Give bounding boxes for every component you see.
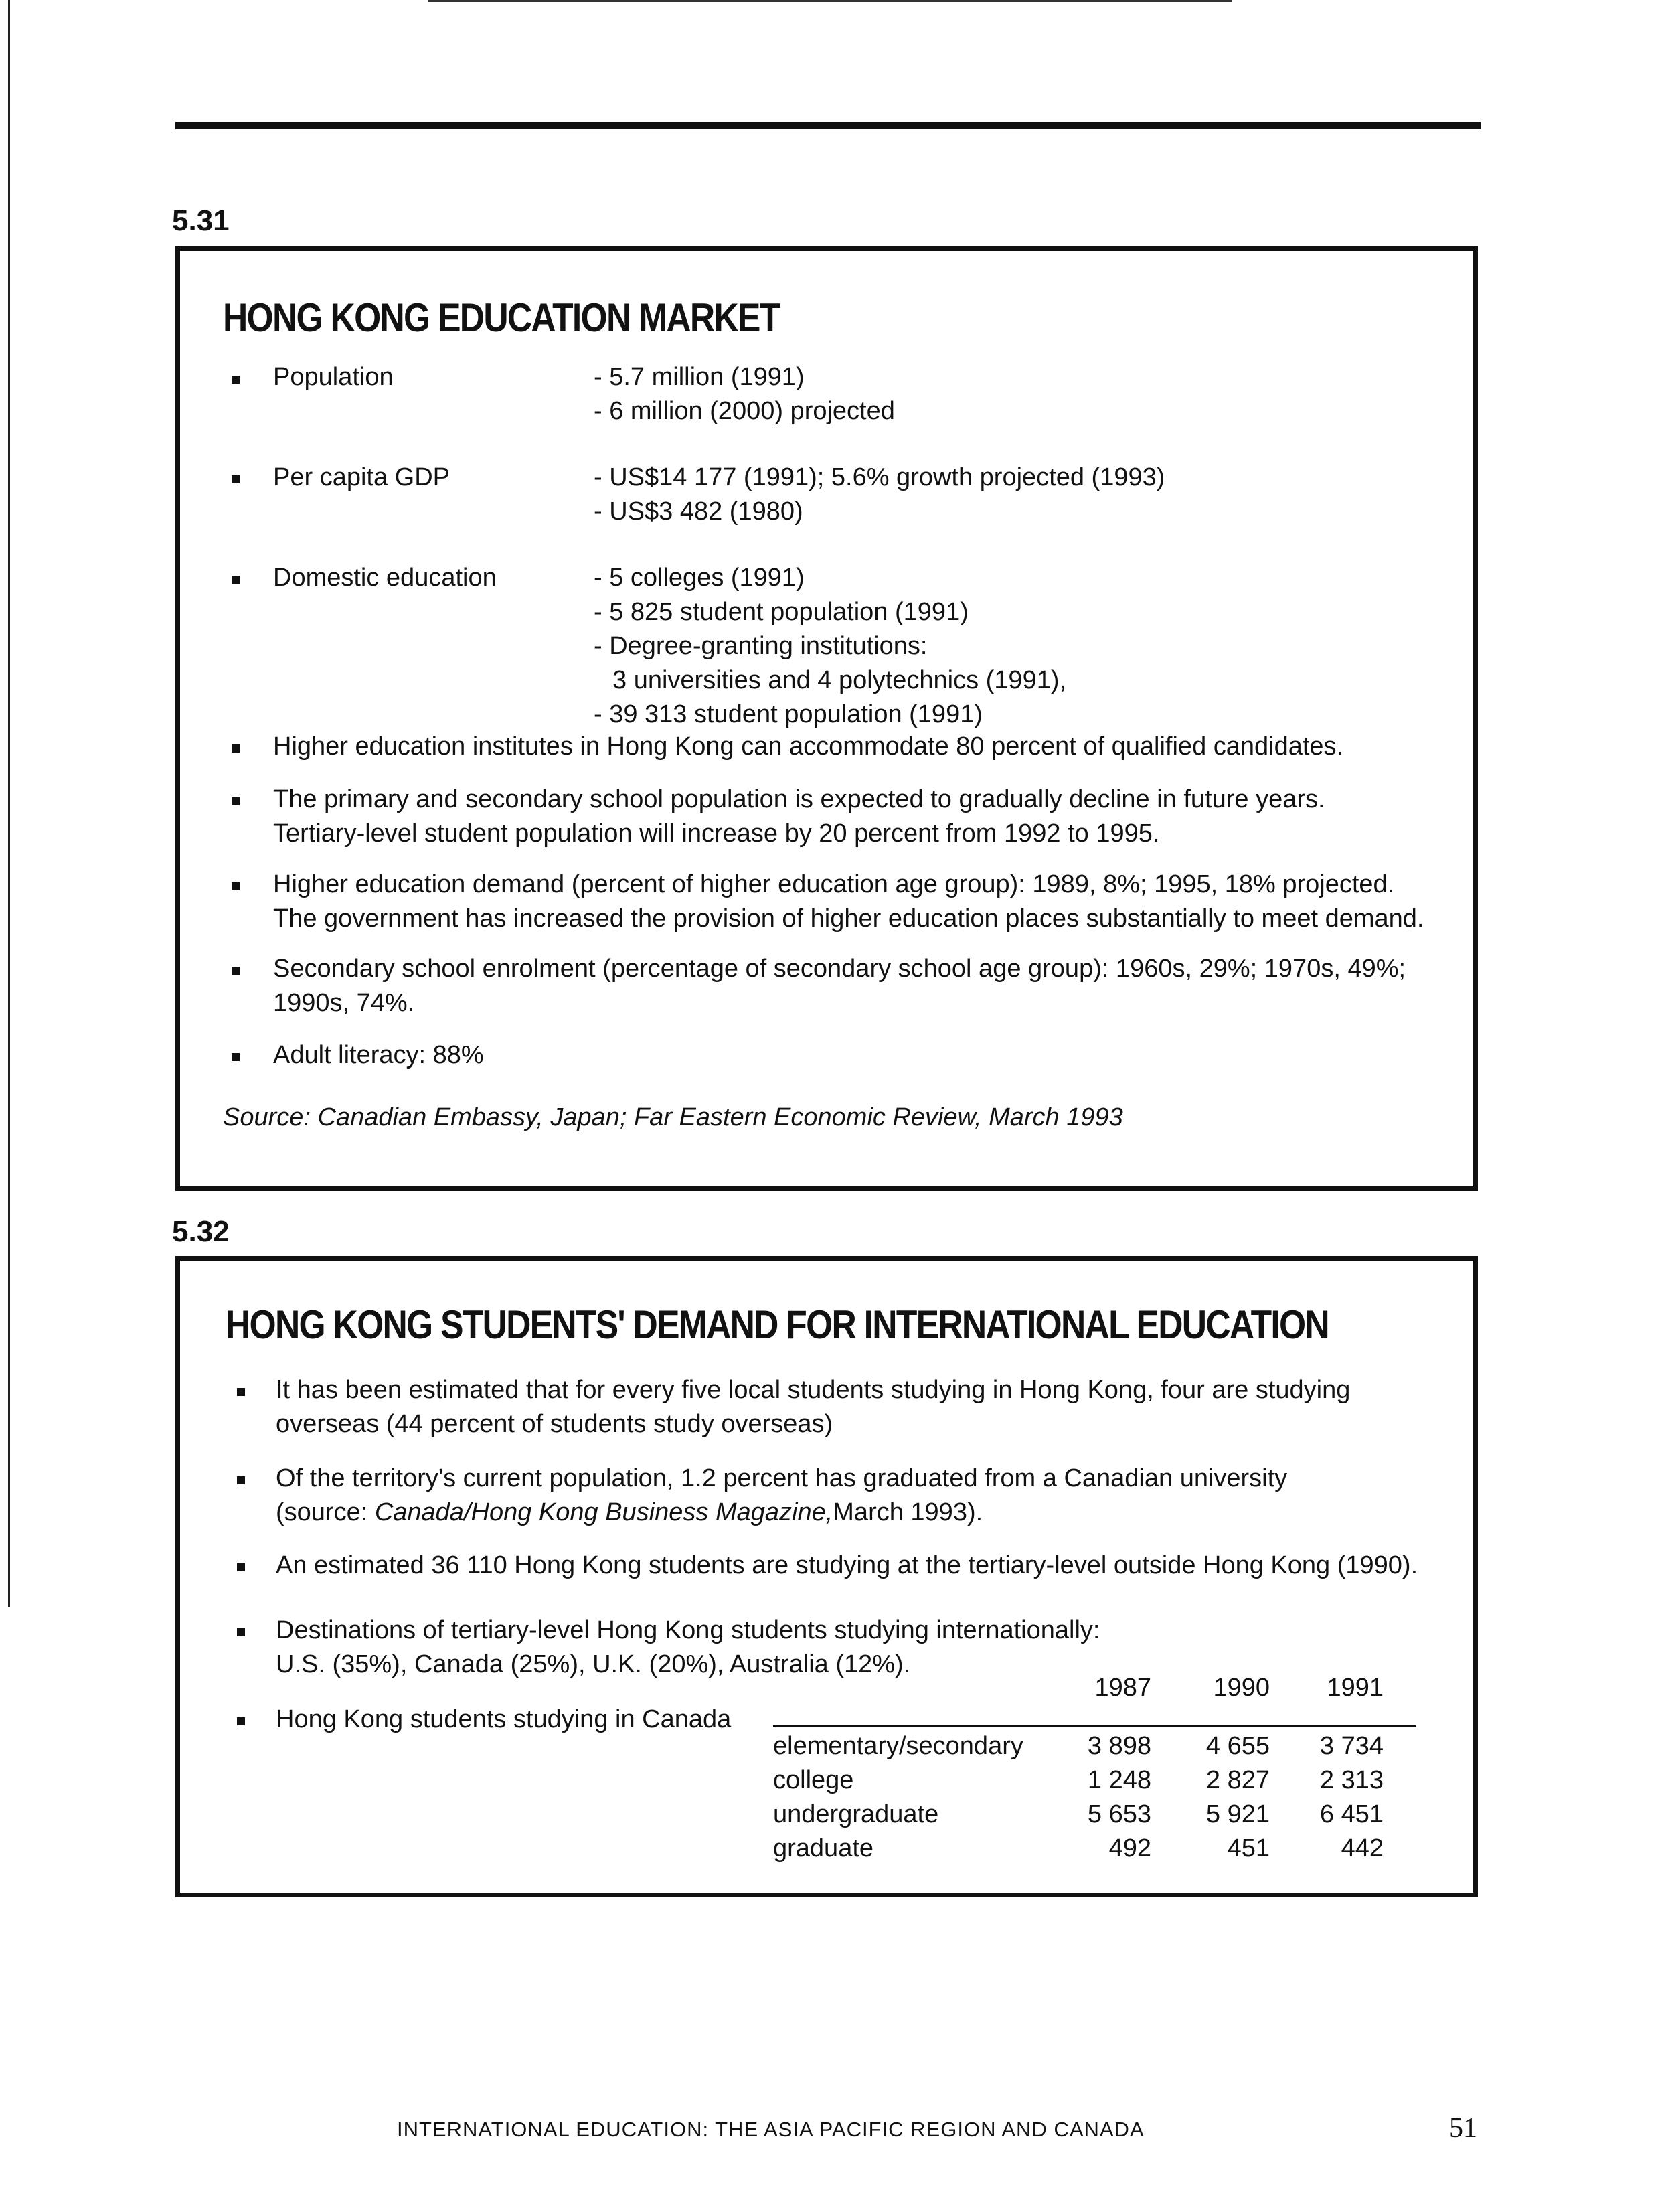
bullet-icon (237, 1717, 245, 1725)
bullet-line-part: March 1993). (833, 1498, 983, 1526)
bullet-text: An estimated 36 110 Hong Kong students are studying at the tertiary-level outside Hong Kong (1990). (276, 1551, 1418, 1579)
value-line: - 39 313 student population (1991) (594, 700, 983, 728)
label-population: Population (273, 363, 394, 391)
bullet-icon (232, 882, 240, 890)
section-number-532: 5.32 (172, 1215, 230, 1248)
section-number-531: 5.31 (172, 204, 230, 237)
bullet-icon (237, 1388, 245, 1396)
bullet-text (276, 1373, 1350, 1441)
table-cell: 6 451 (1319, 1800, 1384, 1828)
value-line: - 5 colleges (1991) (594, 564, 805, 592)
bullet-icon (232, 576, 240, 584)
table-cell: 2 313 (1319, 1766, 1384, 1794)
label-gdp: Per capita GDP (273, 463, 450, 491)
table-cell: 5 921 (1205, 1800, 1270, 1828)
bullet-icon (232, 376, 240, 384)
table-row-label: undergraduate (773, 1800, 939, 1828)
bullet-line: U.S. (35%), Canada (25%), U.K. (20%), Australia (12%). (276, 1650, 911, 1678)
magazine-title: Canada/Hong Kong Business Magazine, (374, 1498, 833, 1526)
table-row-label: graduate (773, 1834, 874, 1863)
table-cell: 4 655 (1205, 1732, 1270, 1760)
scan-margin-line (8, 0, 10, 1607)
bullet-icon (232, 475, 240, 483)
bullet-text (276, 1462, 1287, 1530)
bullet-icon (237, 1476, 245, 1484)
bullet-line: Higher education institutes in Hong Kong can accommodate 80 percent of qualified candidates. (273, 732, 1344, 761)
value-line: - US$3 482 (1980) (594, 497, 803, 526)
header-rule (175, 122, 1481, 129)
label-domestic-education: Domestic education (273, 564, 497, 592)
table-cell: 5 653 (1087, 1800, 1151, 1828)
bullet-line: It has been estimated that for every five local students studying in Hong Kong, four are studying (276, 1376, 1351, 1404)
table-header-year: 1987 (1094, 1674, 1151, 1702)
values-population (594, 360, 895, 428)
bullet-text: Hong Kong students studying in Canada (276, 1705, 732, 1733)
table-cell: 1 248 (1087, 1766, 1151, 1794)
bullet-line-part: (source: (276, 1498, 375, 1526)
value-line: - 5.7 million (1991) (594, 363, 805, 391)
bullet-line: Tertiary-level student population will increase by 20 percent from 1992 to 1995. (273, 819, 1160, 848)
bullet-line: Destinations of tertiary-level Hong Kong students studying internationally: (276, 1616, 1100, 1644)
source-citation: Source: Canadian Embassy, Japan; Far Eastern Economic Review, March 1993 (223, 1103, 1123, 1131)
bullet-line: overseas (44 percent of students study overseas) (276, 1410, 833, 1438)
section-title-532: HONG KONG STUDENTS' DEMAND FOR INTERNATIONAL EDUCATION (226, 1302, 1329, 1347)
bullet-icon (232, 1053, 240, 1061)
bullet-line: The primary and secondary school population is expected to gradually decline in future years. (273, 785, 1325, 813)
table-cell: 451 (1227, 1834, 1270, 1863)
table-cell: 3 734 (1319, 1732, 1384, 1760)
table-row-label: elementary/secondary (773, 1732, 1023, 1760)
bullet-text (276, 1613, 1100, 1682)
table-rule (773, 1725, 1416, 1727)
table-header-year: 1991 (1327, 1674, 1384, 1702)
value-line: 3 universities and 4 polytechnics (1991), (612, 666, 1067, 694)
bullet-line: Secondary school enrolment (percentage of secondary school age group): 1960s, 29%; 1970s, 49%; (273, 955, 1406, 983)
value-line: - 6 million (2000) projected (594, 397, 895, 425)
running-footer: INTERNATIONAL EDUCATION: THE ASIA PACIFIC REGION AND CANADA (397, 2118, 1145, 2141)
table-header-year: 1990 (1213, 1674, 1270, 1702)
value-line: - 5 825 student population (1991) (594, 598, 969, 626)
value-line: - US$14 177 (1991); 5.6% growth projected (1993) (594, 463, 1165, 491)
bullet-icon (237, 1628, 245, 1636)
bullet-icon (237, 1563, 245, 1571)
bullet-line: 1990s, 74%. (273, 989, 415, 1017)
table-cell: 2 827 (1205, 1766, 1270, 1794)
table-cell: 492 (1108, 1834, 1151, 1863)
scan-top-line (428, 0, 1232, 2)
table-row-label: college (773, 1766, 854, 1794)
bullet-line: Of the territory's current population, 1.2 percent has graduated from a Canadian university (276, 1464, 1288, 1492)
bullet-text (273, 952, 1406, 1020)
bullet-line (276, 1496, 1287, 1530)
table-cell: 3 898 (1087, 1732, 1151, 1760)
section-title-531: HONG KONG EDUCATION MARKET (223, 295, 780, 340)
bullet-line: Higher education demand (percent of higher education age group): 1989, 8%; 1995, 18% projected. (273, 870, 1395, 898)
bullet-icon (232, 967, 240, 975)
bullet-text (273, 783, 1325, 851)
page-number: 51 (1449, 2113, 1477, 2144)
table-cell: 442 (1341, 1834, 1384, 1863)
bullet-line: Adult literacy: 88% (273, 1041, 484, 1069)
bullet-text (273, 730, 1343, 764)
values-domestic-education (594, 561, 1066, 732)
bullet-text (273, 868, 1424, 936)
bullet-text (273, 1038, 484, 1073)
bullet-line: The government has increased the provision of higher education places substantially to meet demand. (273, 904, 1424, 933)
bullet-icon (232, 797, 240, 805)
bullet-icon (232, 744, 240, 753)
values-gdp (594, 461, 1165, 529)
value-line: - Degree-granting institutions: (594, 632, 928, 660)
